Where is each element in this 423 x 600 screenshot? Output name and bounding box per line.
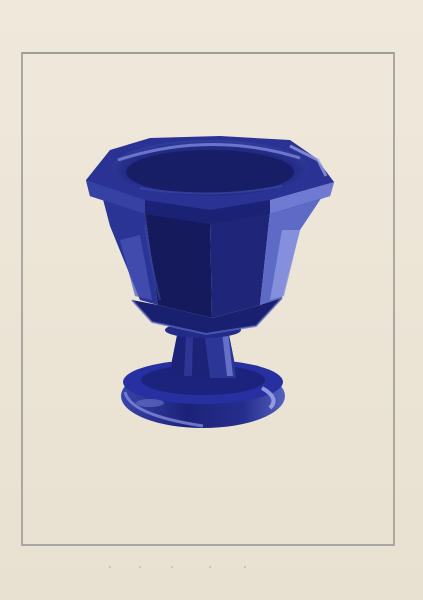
pencil-marks bbox=[100, 562, 300, 572]
